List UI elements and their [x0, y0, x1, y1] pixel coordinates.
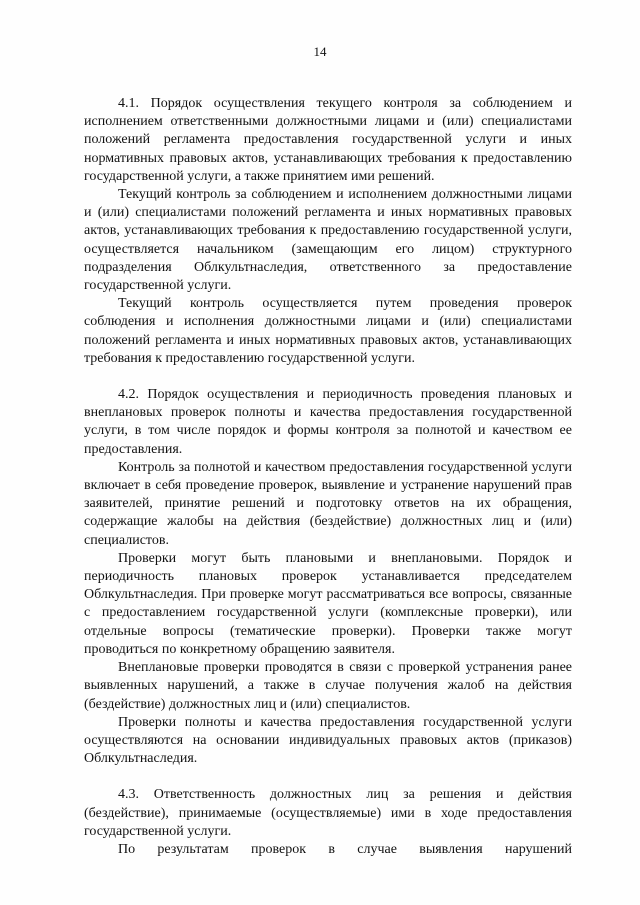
paragraph-inspection-types: Проверки могут быть плановыми и внеплановыми. Порядок и периодичность плановых проверок устанавливается председателем Облкультнаследия. При проверке могут рассматриваться все вопросы, связанные с предоставлением государственной услуги (комплексные проверки), или отдельные вопросы (тематические проверки). Проверки также могут проводиться по конкретному обращению заявителя.	[84, 550, 572, 657]
paragraph-inspection-basis: Проверки полноты и качества предоставления государственной услуги осуществляются на основании индивидуальных правовых актов (приказов) Облкультнаследия.	[84, 714, 572, 767]
paragraph-inspection-results: По результатам проверок в случае выявления нарушений	[118, 841, 572, 857]
page-number: 14	[313, 44, 327, 59]
document-body	[84, 95, 572, 859]
paragraph-4-2-heading: 4.2. Порядок осуществления и периодичность проведения плановых и внеплановых проверок полноты и качества предоставления государственной услуги, в том числе порядок и формы контроля за полнотой и качеством ее предоставления.	[84, 387, 572, 457]
paragraph-4-3-heading: 4.3. Ответственность должностных лиц за решения и действия (бездействие), принимаемые (осуществляемые) ими в ходе предоставления государственной услуги.	[84, 787, 572, 839]
paragraph-current-control: Текущий контроль за соблюдением и исполнением должностными лицами и (или) специалистами положений регламента и иных нормативных правовых актов, устанавливающих требования к предоставлению государственной услуги, осуществляется начальником (замещающим его лицом) структурного подразделения Облкультнаследия, ответственного за предоставление государственной услуги.	[84, 187, 572, 294]
paragraph-unscheduled-inspections: Внеплановые проверки проводятся в связи с проверкой устранения ранее выявленных нарушений, а также в случае получения жалоб на действия (бездействие) должностных лиц и (или) специалистов.	[84, 660, 572, 712]
paragraph-4-1-heading: 4.1. Порядок осуществления текущего контроля за соблюдением и исполнением ответственными должностными лицами и (или) специалистами положений регламента предоставления государственной услуги и иных нормативных правовых актов, устанавливающих требования к предоставлению государственной услуги, а также принятием ими решений.	[84, 96, 572, 184]
paragraph-quality-control: Контроль за полнотой и качеством предоставления государственной услуги включает в себя проведение проверок, выявление и устранение нарушений прав заявителей, принятие решений и подготовку ответов на их обращения, содержащие жалобы на действия (бездействие) должностных лиц и (или) специалистов.	[84, 459, 572, 548]
paragraph-control-method: Текущий контроль осуществляется путем проведения проверок соблюдения и исполнения должностными лицами и (или) специалистами положений регламента и иных нормативных правовых актов, устанавливающих требования к предоставлению государственной услуги.	[84, 296, 572, 366]
